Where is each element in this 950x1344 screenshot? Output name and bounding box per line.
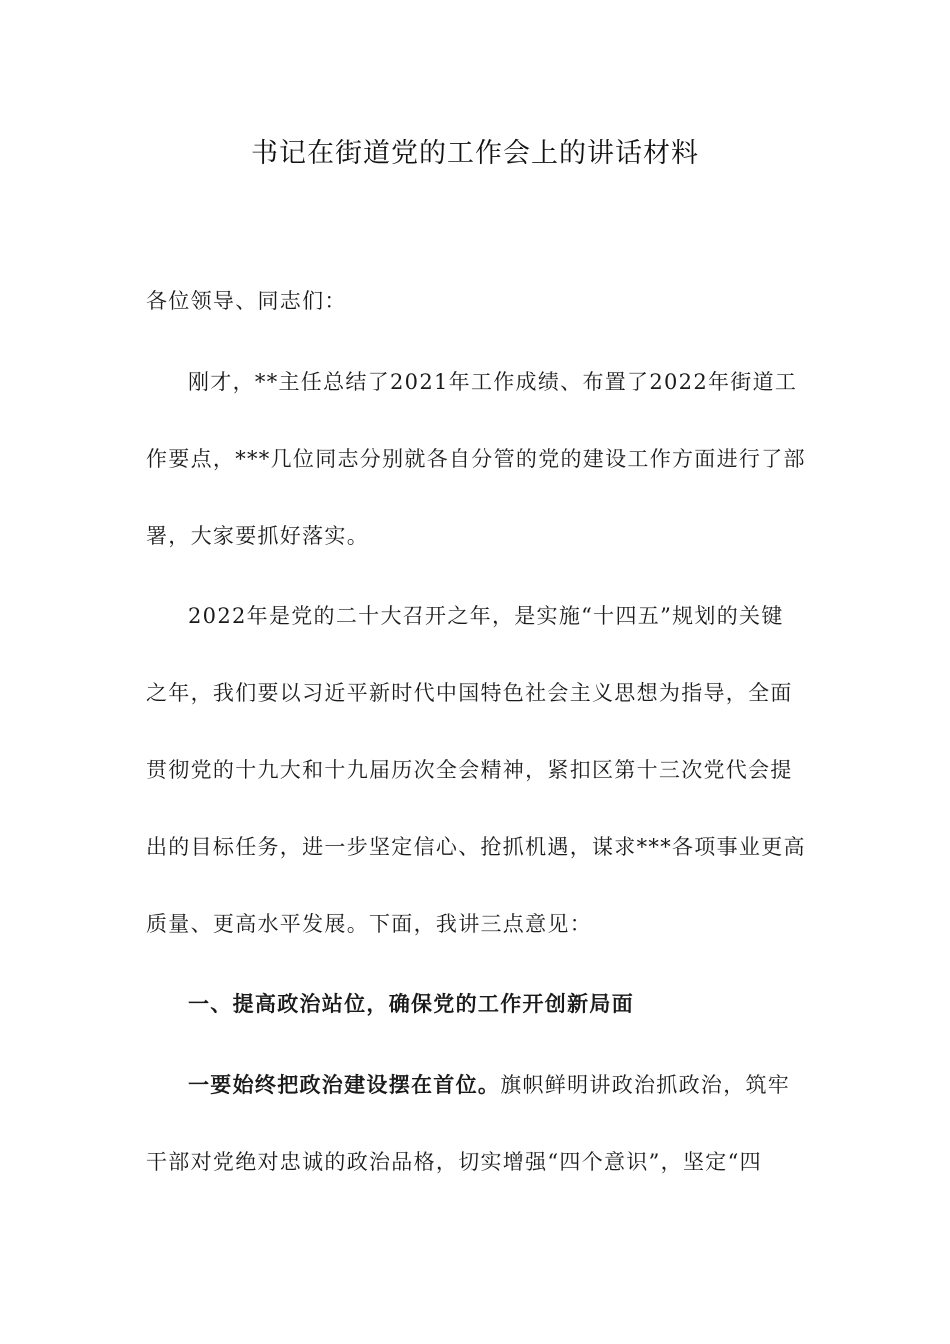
document-body bbox=[146, 283, 806, 1180]
document-title: 书记在街道党的工作会上的讲话材料 bbox=[251, 138, 699, 169]
paragraph-3-line-2: 干部对党绝对忠诚的政治品格，切实增强“四个意识”，坚定“四 bbox=[146, 1150, 762, 1174]
paragraph-2-line-5: 质量、更高水平发展。下面，我讲三点意见： bbox=[146, 912, 592, 936]
paragraph-2-line-1: 2022年是党的二十大召开之年，是实施“十四五”规划的关键 bbox=[188, 604, 784, 628]
paragraph-1-line-2: 作要点，***几位同志分别就各自分管的党的建设工作方面进行了部 bbox=[146, 447, 806, 471]
paragraph-1-line-1: 刚才，**主任总结了2021年工作成绩、布置了2022年街道工 bbox=[188, 370, 798, 394]
paragraph-3-line-1-rest: 旗帜鲜明讲政治抓政治，筑牢 bbox=[500, 1073, 791, 1097]
salutation: 各位领导、同志们： bbox=[146, 289, 347, 313]
section-1-heading: 一、提高政治站位，确保党的工作开创新局面 bbox=[188, 992, 634, 1016]
paragraph-3-line-1 bbox=[146, 1067, 806, 1103]
paragraph-2-line-2: 之年，我们要以习近平新时代中国特色社会主义思想为指导，全面 bbox=[146, 681, 793, 705]
paragraph-2-line-3: 贯彻党的十九大和十九届历次全会精神，紧扣区第十三次党代会提 bbox=[146, 758, 793, 782]
paragraph-1-line-3: 署，大家要抓好落实。 bbox=[146, 524, 369, 548]
paragraph-2-line-4: 出的目标任务，进一步坚定信心、抢抓机遇，谋求***各项事业更高 bbox=[146, 835, 806, 859]
paragraph-3-bold-lead: 一要始终把政治建设摆在首位。 bbox=[188, 1073, 501, 1097]
